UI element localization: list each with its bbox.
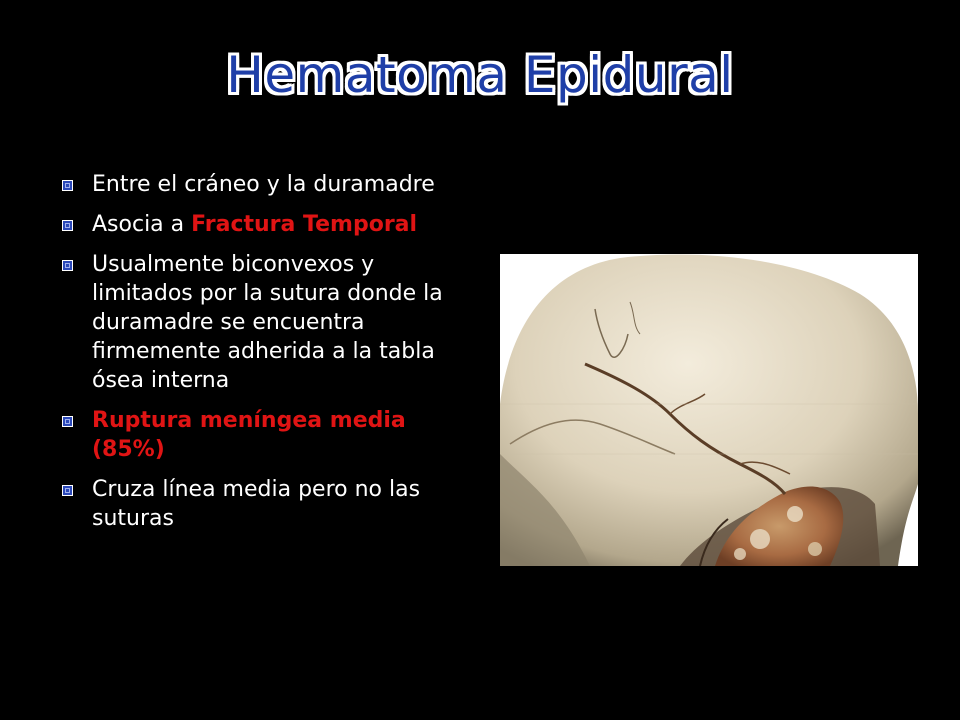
bullet-item — [60, 210, 460, 239]
bullet-item — [60, 406, 460, 464]
bullet-marker-icon — [62, 485, 73, 496]
skull-ct-image — [500, 254, 918, 566]
bullet-text: Cruza línea media pero no las suturas — [92, 477, 421, 531]
bullet-marker-icon — [62, 416, 73, 427]
bullet-marker-icon — [62, 260, 73, 271]
bullet-text: Asocia a — [92, 212, 192, 237]
slide-title: Hematoma Epidural — [226, 46, 734, 104]
bullet-marker-icon — [62, 220, 73, 231]
bullet-highlight: Fractura Temporal — [191, 212, 418, 237]
bullet-item — [60, 475, 460, 533]
bullet-item — [60, 250, 460, 395]
bullet-highlight: Ruptura meníngea media (85%) — [92, 408, 406, 462]
bullet-text: Entre el cráneo y la duramadre — [92, 172, 435, 197]
bullet-list — [60, 170, 460, 544]
bullet-text: Usualmente biconvexos y limitados por la sutura donde la duramadre se encuentra firmemente adherida a la tabla ósea interna — [92, 252, 443, 393]
bullet-item — [60, 170, 460, 199]
skull-illustration — [500, 254, 918, 566]
bullet-marker-icon — [62, 180, 73, 191]
